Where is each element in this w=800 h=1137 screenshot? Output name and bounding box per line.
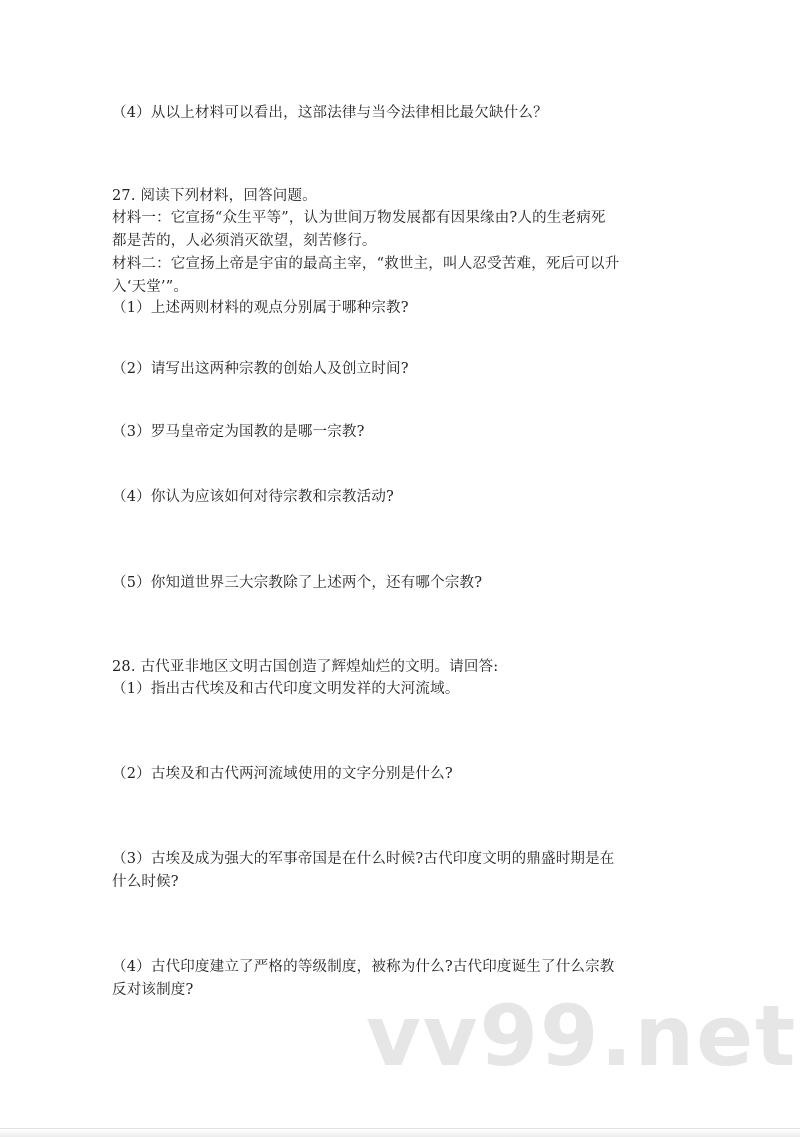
question-28-part-1: （1）指出古代埃及和古代印度文明发祥的大河流域。 [112,681,460,697]
watermark: vv99.net [366,987,798,1085]
page-bottom-edge [0,1128,800,1137]
question-26-part-4: （4）从以上材料可以看出，这部法律与当今法律相比最欠缺什么？ [112,105,548,121]
question-27-part-2: （2）请写出这两种宗教的创始人及创立时间? [112,361,409,377]
question-27-part-3: （3）罗马皇帝定为国教的是哪一宗教? [112,424,365,440]
question-27-material-1-line-1: 材料一：它宣扬“众生平等”，认为世间万物发展都有因果缘由?人的生老病死 [112,210,606,226]
question-28-part-3-line-1: （3）古埃及成为强大的军事帝国是在什么时候?古代印度文明的鼎盛时期是在 [112,851,615,867]
question-27-material-2-line-2: 入‘天堂’”。 [112,279,189,295]
question-27-part-1: （1）上述两则材料的观点分别属于哪种宗教? [112,300,409,316]
question-28-part-3-line-2: 什么时候? [112,874,179,890]
question-28-part-2: （2）古埃及和古代两河流域使用的文字分别是什么? [112,766,453,782]
question-28-part-4-line-1: （4）古代印度建立了严格的等级制度，被称为什么?古代印度诞生了什么宗教 [112,959,615,975]
question-28-part-4-line-2: 反对该制度? [112,982,194,998]
question-27-material-1-line-2: 都是苦的，人必须消灭欲望，刻苦修行。 [112,233,377,249]
question-27-part-4: （4）你认为应该如何对待宗教和宗教活动? [112,489,394,505]
question-27-title: 27. 阅读下列材料，回答问题。 [112,188,317,204]
question-27-material-2-line-1: 材料二：它宣扬上帝是宇宙的最高主宰，“救世主，叫人忍受苦难，死后可以升 [112,256,620,272]
question-28-title: 28. 古代亚非地区文明古国创造了辉煌灿烂的文明。请回答: [112,659,499,675]
question-27-part-5: （5）你知道世界三大宗教除了上述两个，还有哪个宗教? [112,575,483,591]
